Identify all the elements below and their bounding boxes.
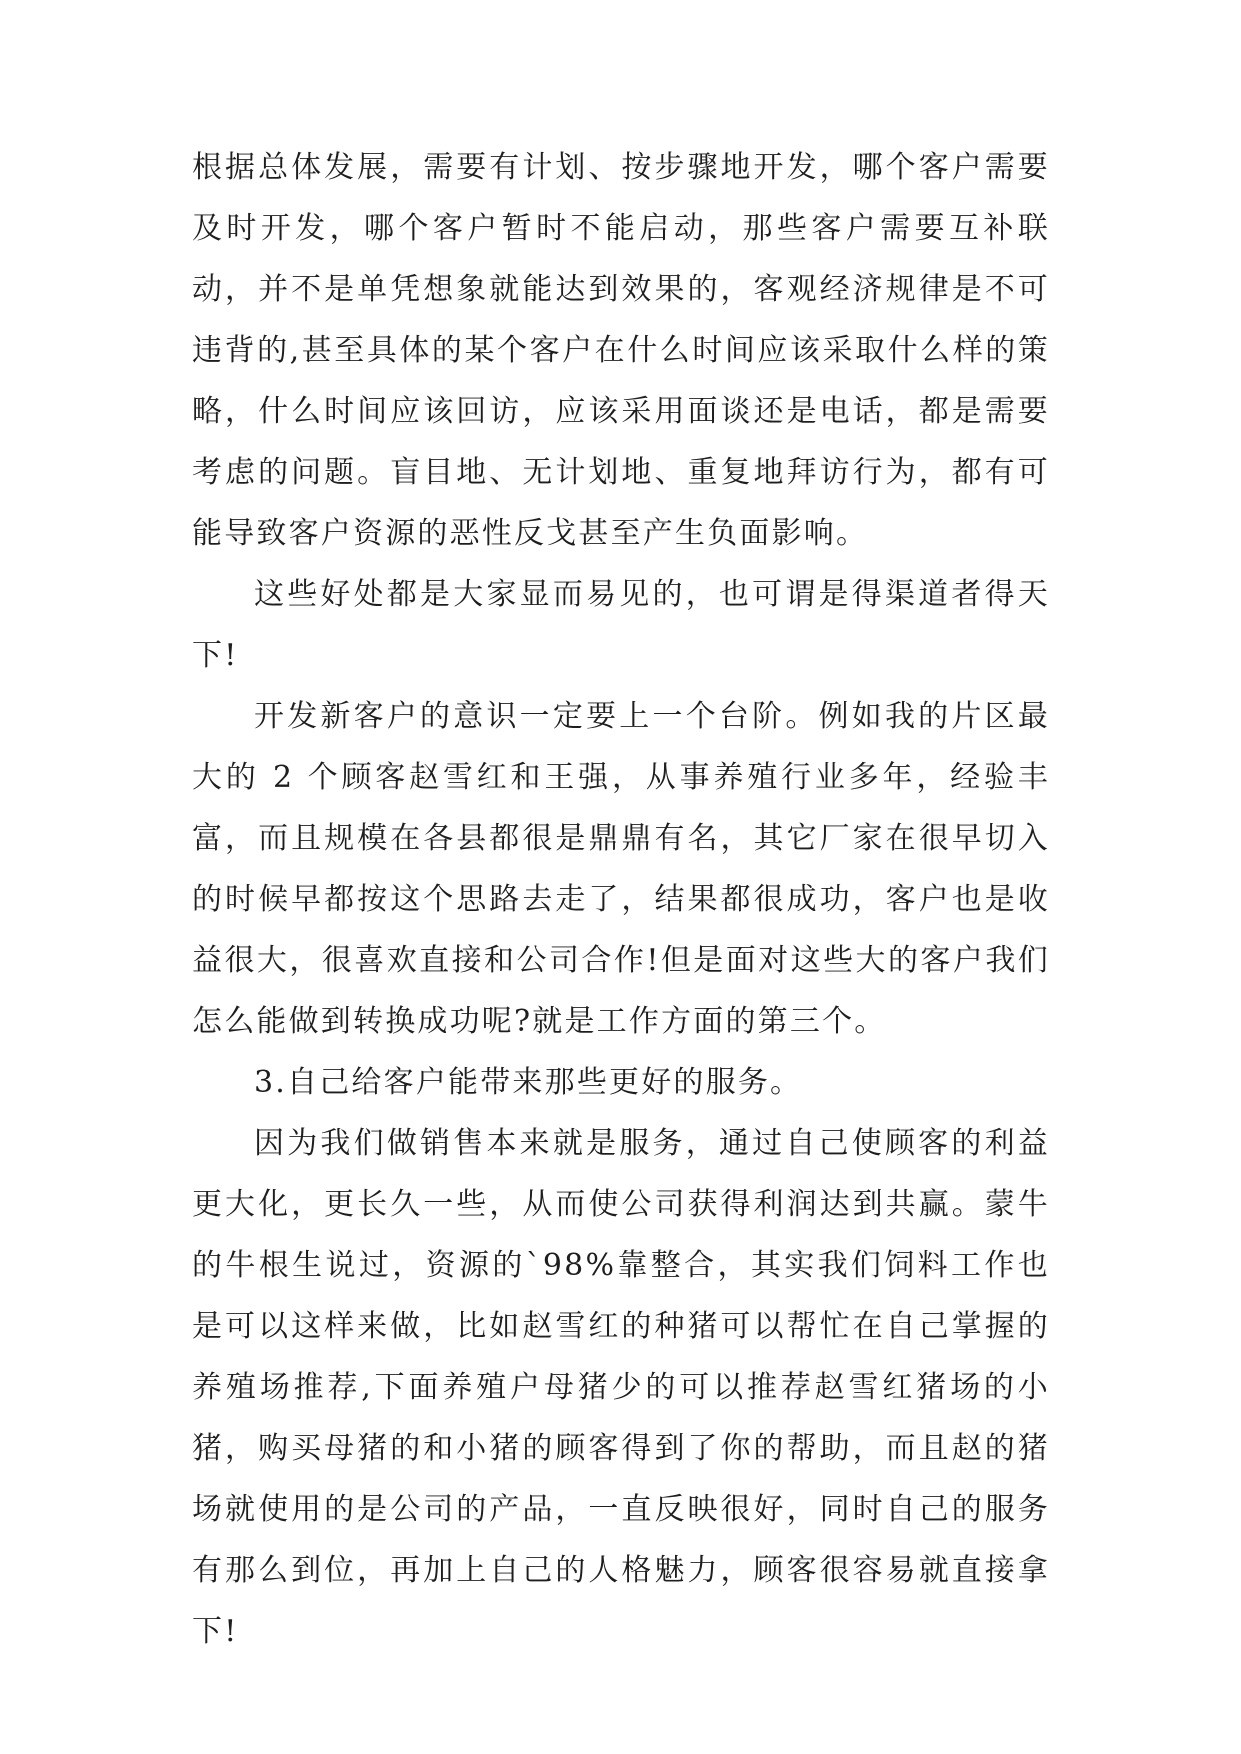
paragraph-5: 因为我们做销售本来就是服务，通过自己使顾客的利益更大化，更长久一些，从而使公司获得利润达到共赢。蒙牛的牛根生说过，资源的`98%靠整合，其实我们饲料工作也是可以这样来做，比如赵雪红的种猪可以帮忙在自己掌握的养殖场推荐,下面养殖户母猪少的可以推荐赵雪红猪场的小猪，购买母猪的和小猪的顾客得到了你的帮助，而且赵的猪场就使用的是公司的产品，一直反映很好，同时自己的服务有那么到位，再加上自己的人格魅力，顾客很容易就直接拿下!: [192, 1126, 1050, 1649]
paragraph-1: 根据总体发展，需要有计划、按步骤地开发，哪个客户需要及时开发，哪个客户暂时不能启动，那些客户需要互补联动，并不是单凭想象就能达到效果的，客观经济规律是不可违背的,甚至具体的某个客户在什么时间应该采取什么样的策略，什么时间应该回访，应该采用面谈还是电话，都是需要考虑的问题。盲目地、无计划地、重复地拜访行为，都有可能导致客户资源的恶性反戈甚至产生负面影响。: [192, 150, 1050, 551]
paragraph-3: 开发新客户的意识一定要上一个台阶。例如我的片区最大的 2 个顾客赵雪红和王强，从事养殖行业多年，经验丰富，而且规模在各县都很是鼎鼎有名，其它厂家在很早切入的时候早都按这个思路去走了，结果都很成功，客户也是收益很大，很喜欢直接和公司合作!但是面对这些大的客户我们怎么能做到转换成功呢?就是工作方面的第三个。: [192, 699, 1050, 1039]
paragraph-4: 3.自己给客户能带来那些更好的服务。: [254, 1065, 803, 1100]
body-text: [192, 137, 1050, 1662]
paragraph-2: 这些好处都是大家显而易见的，也可谓是得渠道者得天下!: [192, 577, 1050, 673]
